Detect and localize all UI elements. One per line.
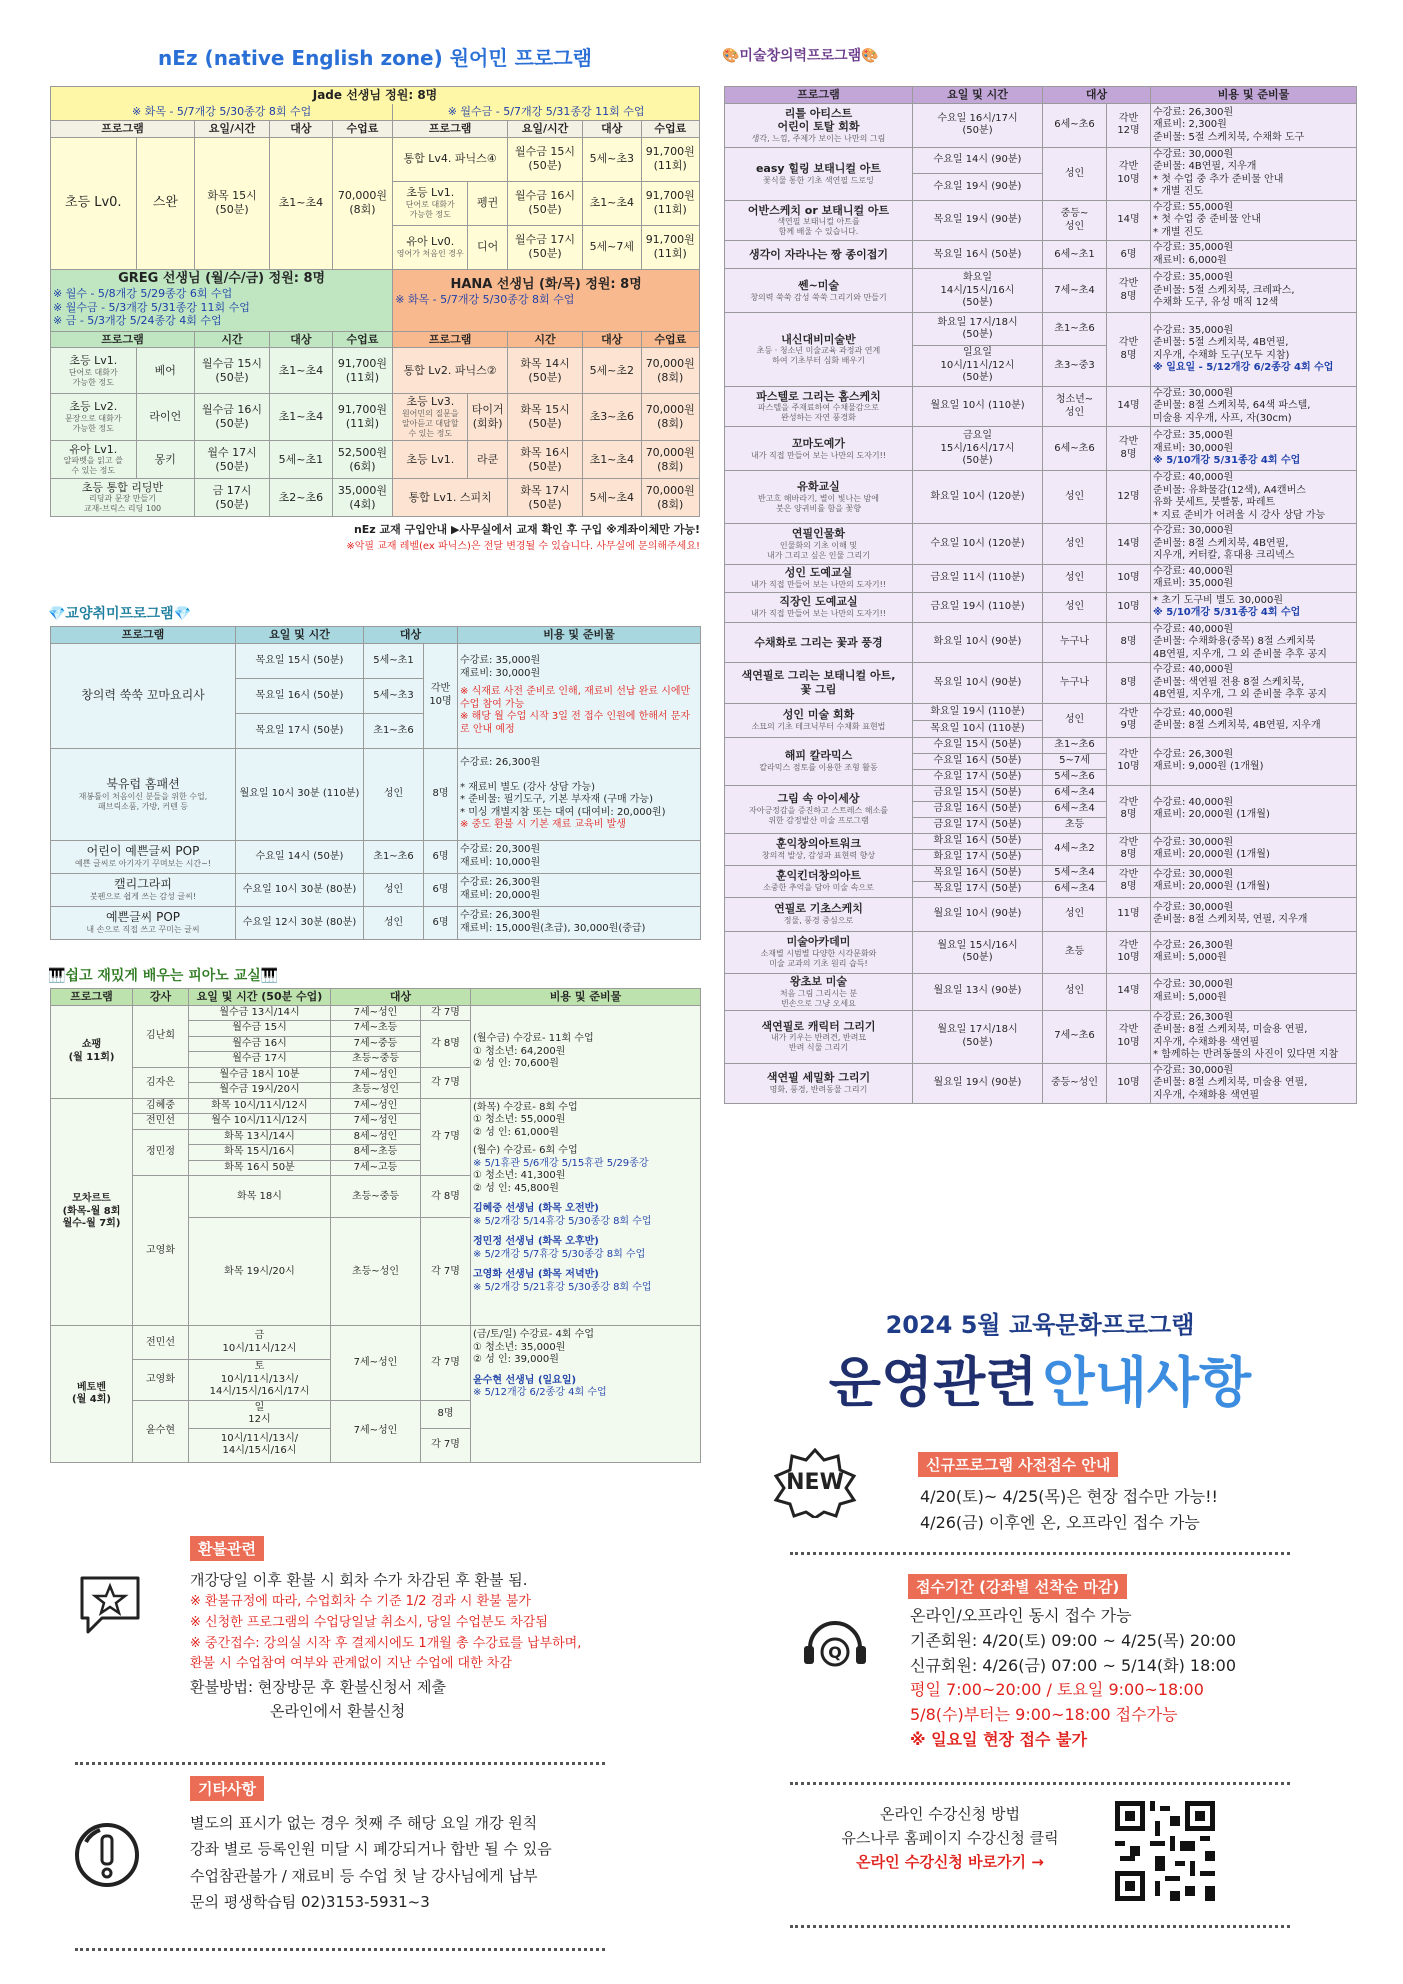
art-cost: 수강료: 26,300원 준비물: 8절 스케치북, 미술용 연필, 지우개, 수채화용 색연필 * 함께하는 반려동물의 사진이 있다면 지참 <box>1151 1010 1357 1063</box>
art-time: 월요일 17시/18시 (50분) <box>913 1010 1043 1063</box>
art-time: 금요일 15시 (50분) <box>913 785 1043 801</box>
art-program-name: 쎈~미술 창의력 쑥쑥 감성 쑥쑥 그리기와 만들기 <box>725 269 913 313</box>
art-row <box>725 622 1357 663</box>
art-time: 수요일 15시 (50분) <box>913 737 1043 753</box>
art-program-name: 훈익창의아트워크 창의적 발상, 감성과 표현력 향상 <box>725 833 913 865</box>
art-program-name: 색연필로 캐릭터 그리기 내가 키우는 반려견, 반려묘 반려 식물 그리기 <box>725 1010 913 1063</box>
art-cost: 수강료: 40,000원 준비물: 색연필 전용 8절 스케치북, 4B연필, 지우개, 그 외 준비물 추후 공지 <box>1151 663 1357 704</box>
qr-code-icon[interactable] <box>1110 1796 1220 1906</box>
art-program-name: 내신대비미술반 초등 · 청소년 미술교육 과정과 연계 하여 기초부터 심화 배우기 <box>725 313 913 387</box>
art-target: 4세~초2 <box>1043 833 1107 865</box>
art-cost: 수강료: 30,000원 재료비: 20,000원 (1개월) <box>1151 865 1357 897</box>
art-cost: 수강료: 35,000원 재료비: 6,000원 <box>1151 241 1357 269</box>
art-program-name: 어반스케치 or 보태니컬 아트 색연필 보태니컬 아트를 함께 배울 수 있습니다. <box>725 200 913 241</box>
art-target: 6세~초1 <box>1043 241 1107 269</box>
art-program-name: 미술아카데미 소재별 시범별 다양한 시각문화와 미술 교과의 기초 원리 습득! <box>725 931 913 973</box>
art-time: 화요일 17시 (50분) <box>913 849 1043 865</box>
art-program-name: 파스텔로 그리는 홈스케치 파스텔을 주재료하여 수채물감으로 완성하는 자연 풍경화 <box>725 386 913 427</box>
art-target: 성인 <box>1043 703 1107 737</box>
art-cost: 수강료: 30,000원 준비물: 4B연필, 지우개 * 첫 수업 중 추가 준비물 안내 * 개별 진도 <box>1151 147 1357 200</box>
art-time: 수요일 16시 (50분) <box>913 753 1043 769</box>
art-program-name: 성인 미술 회화 소묘의 기초 테크닉부터 수채화 표현법 <box>725 703 913 737</box>
art-time: 금요일 17시 (50분) <box>913 817 1043 833</box>
art-capacity: 각반 8명 <box>1107 269 1151 313</box>
art-time: 목요일 16시 (50분) <box>913 865 1043 881</box>
nez-buy-note: ※악필 교재 레벨(ex 파닉스)은 전달 변경될 수 있습니다. 사무실에 문의해주세요! <box>346 541 700 552</box>
art-cost: 수강료: 35,000원 준비물: 5절 스케치북, 크레파스, 수채화 도구, 유성 매직 12색 <box>1151 269 1357 313</box>
art-capacity: 각반 10명 <box>1107 931 1151 973</box>
refund-text: 개강당일 이후 환불 시 회차 수가 차감된 후 환불 됨. ※ 환불규정에 따라, 수업회차 수 기준 1/2 경과 시 환불 불가 ※ 신청한 프로그램의 수업당일날 취소시, 당일 수업분도 차감됨 ※ 중간접수: 강의실 시작 후 결제시에도 1개월 총 수강료를 납부하며, 환불 시 수업참여 여부와 관계없이 지난 수업에 대한 차감 환불방법: 현장방문 후 환불신청서 제출 온라인에서 환불신청 <box>190 1571 582 1721</box>
art-time: 수요일 16시/17시 (50분) <box>913 103 1043 147</box>
art-program-name: 성인 도예교실 내가 직접 만들어 보는 나만의 도자기!! <box>725 564 913 592</box>
nez-buy-info: nEz 교재 구입안내 ▶사무실에서 교재 확인 후 구입 ※계좌이체만 가능! <box>353 523 700 536</box>
art-target: 6세~초4 <box>1043 881 1107 897</box>
art-time: 목요일 17시 (50분) <box>913 881 1043 897</box>
art-program-name: 연필인물화 인물화의 기초 이해 및 내가 그리고 싶은 인물 그리기 <box>725 524 913 565</box>
art-capacity: 6명 <box>1107 241 1151 269</box>
art-time: 월요일 19시 (90분) <box>913 1063 1043 1104</box>
warning-icon <box>72 1820 142 1890</box>
art-target: 성인 <box>1043 471 1107 524</box>
art-capacity: 14명 <box>1107 200 1151 241</box>
art-program-name: 수채화로 그리는 꽃과 풍경 <box>725 622 913 663</box>
art-row <box>725 427 1357 471</box>
nez-table: Jade 선생님 정원: 8명 ※ 화목 - 5/7개강 5/30종강 8회 수업 ※ 월수금 - 5/7개강 5/31종강 11회 수업 프로그램 요일/시간 대상 수업료 프로그램 요일/시간 대상 수업료 초등 Lv0. 스완 화목 15시 (50분) 초1~초4 70,000원 (8회) 통합 Lv4. 파닉스④ 월수금 15시 (50분) 5세~초3 91,700원 (11회) 초등 Lv1. 단어로 대화가 가능한 정도 펭귄 월수금 16시 (50분) 초1~초4 91,700원 (11회) 유아 Lv0. 영어가 처음인 경우 디어 월수금 17시 (50분) 5세~7세 91,700원 (11회) GREG 선생님 (월/수/금) 정원: 8명 ※ 월수 - 5/8개강 5/29종강 6회 수업 ※ 월수금 - 5/3개강 5/31종강 11회 수업 ※ 금 - 5/3개강 5/24종강 4회 수업 HANA 선생님 (화/목) 정원: 8명 ※ 화목 - 5/7개강 5/30종강 8회 수업 프로그램 시간 대상 수업료 프로그램 시간 대상 수업료 초등 Lv1. 단어로 대화가 가능한 정도 베어 월수금 15시 (50분) 초1~초4 91,700원 (11회) 통합 Lv2. 파닉스② 화목 14시 (50분) 5세~초2 70,000원 (8회) 초등 Lv2. 문장으로 대화가 가능한 정도 라이언 월수금 16시 (50분) 초1~초4 91,700원 (11회) 초등 Lv3. 원어민의 질문을 알아듣고 대답할 수 있는 정도 타이거 (회화) 화목 15시 (50분) 초3~초6 70,000원 (8회) 유아 Lv1. 알파벳을 읽고 쓸 수 있는 정도 몽키 월수 17시 (50분) 5세~초1 52,500원 (6회) 초등 Lv1. 라쿤 화목 16시 (50분) 초1~초4 70,000원 (8회) 초등 통합 리딩반 리딩과 문장 만들기 교재-브릭스 리딩 100 금 17시 (50분) 초2~초6 35,000원 (4회) 통합 Lv1. 스피치 화목 17시 (50분) 5세~초4 70,000원 (8회) nEz 교재 구입안내 ▶사무실에서 교재 확인 후 구입 ※계좌이체만 가능! ※악필 교재 레벨(ex 파닉스)은 전달 변경될 수 있습니다. 사무실에 문의해주세요! <box>50 86 700 552</box>
art-target: 6세~초4 <box>1043 785 1107 801</box>
art-cost: 수강료: 30,000원 준비물: 8절 스케치북, 4B연필, 지우개, 커터칼, 휴대용 크리넥스 <box>1151 524 1357 565</box>
art-target: 6세~초6 <box>1043 103 1107 147</box>
art-cost: 수강료: 35,000원 준비물: 5절 스케치북, 4B연필, 지우개, 수채화 도구(모두 지참) ※ 일요일 - 5/12개강 6/2종강 4회 수업 <box>1151 313 1357 387</box>
art-target: 중등~성인 <box>1043 1063 1107 1104</box>
art-row <box>725 973 1357 1010</box>
art-cost: 수강료: 40,000원 재료비: 20,000원 (1개월) <box>1151 785 1357 833</box>
art-capacity: 14명 <box>1107 973 1151 1010</box>
art-row <box>725 386 1357 427</box>
art-time: 화요일 10시 (120분) <box>913 471 1043 524</box>
art-program-name: easy 힐링 보태니컬 아트 꽃식물 통한 기초 색연필 드로잉 <box>725 147 913 200</box>
art-program-name: 유화교실 반고흐 해바라기, 별이 빛나는 밤에 붓은 양귀비를 함을 꽃향 <box>725 471 913 524</box>
art-row <box>725 241 1357 269</box>
online-link[interactable]: 온라인 수강신청 바로가기 → <box>856 1853 1044 1871</box>
art-target: 초등 <box>1043 817 1107 833</box>
art-target: 누구나 <box>1043 622 1107 663</box>
art-program-name: 색연필로 그리는 보태니컬 아트, 꽃 그림 <box>725 663 913 704</box>
svg-text:Q: Q <box>828 1643 842 1662</box>
art-capacity: 11명 <box>1107 897 1151 931</box>
art-program-name: 그림 속 아이세상 자아긍정감을 증진하고 스트레스 해소를 위한 감정발산 미술 프로그램 <box>725 785 913 833</box>
art-row <box>725 592 1357 622</box>
new-program-text: 4/20(토)~ 4/25(목)은 현장 접수만 가능!! 4/26(금) 이후엔 온, 오프라인 접수 가능 <box>920 1487 1218 1533</box>
art-time: 금요일 16시 (50분) <box>913 801 1043 817</box>
art-program-name: 색연필 세밀화 그리기 명화, 풍경, 반려동물 그리기 <box>725 1063 913 1104</box>
notice-heading: 운영관련 안내사항 <box>828 1351 1252 1414</box>
art-target: 성인 <box>1043 564 1107 592</box>
art-target: 성인 <box>1043 897 1107 931</box>
new-program-label: 신규프로그램 사전접수 안내 <box>918 1452 1118 1477</box>
art-time: 월요일 13시 (90분) <box>913 973 1043 1010</box>
art-time: 수요일 10시 (120분) <box>913 524 1043 565</box>
art-row <box>725 471 1357 524</box>
art-capacity: 각반 12명 <box>1107 103 1151 147</box>
art-capacity: 각반 9명 <box>1107 703 1151 737</box>
art-target: 5세~초6 <box>1043 769 1107 785</box>
art-cost: 수강료: 55,000원 * 첫 수업 중 준비물 안내 * 개별 진도 <box>1151 200 1357 241</box>
art-target: 5~7세 <box>1043 753 1107 769</box>
art-cost: 수강료: 30,000원 재료비: 20,000원 (1개월) <box>1151 833 1357 865</box>
art-program-name: 직장인 도예교실 내가 직접 만들어 보는 나만의 도자기!! <box>725 592 913 622</box>
art-capacity: 14명 <box>1107 386 1151 427</box>
art-row <box>725 1010 1357 1063</box>
art-capacity: 각반 8명 <box>1107 313 1151 387</box>
piano-table: 프로그램 강사 요일 및 시간 (50분 수업) 대상 비용 및 준비물 쇼팽 (월 11회) 김난희 월수금 13시/14시 7세~성인 각 7명 (월수금) 수강료- 11회 수업 ① 청소년: 64,200원 ② 성 인: 70,600원 월수금 15시 7세~초등 각 8명 월수금 16시 7세~중등 월수금 17시 초등~중등 김자은 월수금 18시 10분 7세~성인 각 7명 월수금 19시/20시 초등~성인 모차르트 (화목-월 8회 월수-월 7회) 김혜중 화목 10시/11시/12시 7세~성인 각 7명 (화목) 수강료- 8회 수업 ① 청소년: 55,000원 ② 성 인: 61,000원 (월수) 수강료- 6회 수업 ※ 5/1휴관 5/6개강 5/15휴관 5/29종강 ① 청소년: 41,300원 ② 성 인: 45,800원 김혜중 선생님 (화목 오전반) ※ 5/2개강 5/14휴강 5/30종강 8회 수업 정민정 선생님 (화목 오후반) ※ 5/2개강 5/7휴강 5/30종강 8회 수업 고영화 선생님 (화목 저녁반) ※ 5/2개강 5/21휴강 5/30종강 8회 수업 전민선 월수 10시/11시/12시 7세~성인 정민정 화목 13시/14시 8세~성인 화목 15시/16시 8세~초등 화목 16시 50분 7세~고등 고영화 화목 18시 초등~중등 각 8명 화목 19시/20시 초등~성인 각 7명 베토벤 (월 4회) 전민선 금 10시/11시/12시 7세~성인 각 7명 (금/토/일) 수강료- 4회 수업 ① 청소년: 35,000원 ② 성 인: 39,000원 윤수현 선생님 (일요일) ※ 5/12개강 6/2종강 4회 수업 고영화 토 10시/11시/13시/ 14시/15시/16시/17시 윤수현 일 12시 7세~성인 8명 10시/11시/13시/ 14시/15시/16시 각 7명 <box>50 988 700 1463</box>
art-program-name: 리틀 아티스트 어린이 토탈 회화 생각, 느낌, 주제가 보이는 나만의 그림 <box>725 103 913 147</box>
art-target: 성인 <box>1043 147 1107 200</box>
online-text: 온라인 수강신청 방법 유스나루 홈페이지 수강신청 클릭 온라인 수강신청 바로가기 → <box>820 1802 1080 1874</box>
art-time: 월요일 10시 (90분) <box>913 897 1043 931</box>
art-row <box>725 524 1357 565</box>
art-cost: 수강료: 30,000원 재료비: 5,000원 <box>1151 973 1357 1010</box>
art-time: 화요일 10시 (90분) <box>913 622 1043 663</box>
art-time: 목요일 19시 (90분) <box>913 200 1043 241</box>
art-cost: 수강료: 26,300원 재료비: 9,000원 (1개월) <box>1151 737 1357 785</box>
art-row <box>725 200 1357 241</box>
art-capacity: 각반 10명 <box>1107 1010 1151 1063</box>
headset-icon <box>800 1610 870 1680</box>
notice-year-title: 2024 5월 교육문화프로그램 <box>885 1311 1195 1339</box>
art-cost: 수강료: 30,000원 준비물: 8절 스케치북, 연필, 지우개 <box>1151 897 1357 931</box>
art-row <box>725 269 1357 313</box>
art-program-name: 훈익킨더창의아트 소중한 추억을 담아 미술 속으로 <box>725 865 913 897</box>
art-row <box>725 785 1357 801</box>
refund-label: 환불관련 <box>190 1536 264 1561</box>
art-row <box>725 103 1357 147</box>
art-capacity: 10명 <box>1107 1063 1151 1104</box>
art-capacity: 각반 8명 <box>1107 427 1151 471</box>
art-table: 프로그램 요일 및 시간 대상 비용 및 준비물 리틀 아티스트 어린이 토탈 회화 생각, 느낌, 주제가 보이는 나만의 그림 수요일 16시/17시 (50분) 6세~초6 각반 12명 수강료: 26,300원 재료비: 2,300원 준비물: 5절 스케치북, 수채화 도구 easy 힐링 보태니컬 아트 꽃식물 통한 기초 색연필 드로잉 수요일 14시 (90분) 성인 각반 10명 수강료: 30,000원 준비물: 4B연필, 지우개 * 첫 수업 중 추가 준비물 안내 * 개별 진도 수요일 19시 (90분) 어반스케치 or 보태니컬 아트 색연필 보태니컬 아트를 함께 배울 수 있습니다. 목요일 19시 (90분) 중등~ 성인 14명 수강료: 55,000원 * 첫 수업 중 준비물 안내 * 개별 진도 생각이 자라나는 짱 종이접기 목요일 16시 (50분) 6세~초1 6명 수강료: 35,000원 재료비: 6,000원 쎈~미술 창의력 쑥쑥 감성 쑥쑥 그리기와 만들기 화요일 14시/15시/16시 (50분) 7세~초4 각반 8명 수강료: 35,000원 준비물: 5절 스케치북, 크레파스, 수채화 도구, 유성 매직 12색 내신대비미술반 초등 · 청소년 미술교육 과정과 연계 하여 기초부터 심화 배우기 화요일 17시/18시 (50분) 초1~초6 각반 8명 수강료: 35,000원 준비물: 5절 스케치북, 4B연필, 지우개, 수채화 도구(모두 지참) ※ 일요일 - 5/12개강 6/2종강 4회 수업 일요일 10시/11시/12시 (50분) 초3~중3 파스텔로 그리는 홈스케치 파스텔을 주재료하여 수채물감으로 완성하는 자연 풍경화 월요일 10시 (110분) 청소년~ 성인 14명 수강료: 30,000원 준비물: 8절 스케치북, 64색 파스텔, 미술용 지우개, 사프, 자(30cm) 꼬마도예가 내가 직접 만들어 보는 나만의 도자기!! 금요일 15시/16시/17시 (50분) 6세~초6 각반 8명 수강료: 35,000원 재료비: 30,000원 ※ 5/10개강 5/31종강 4회 수업 유화교실 반고흐 해바라기, 별이 빛나는 밤에 붓은 양귀비를 함을 꽃향 화요일 10시 (120분) 성인 12명 수강료: 40,000원 준비물: 유화물감(12색), A4캔버스 유화 붓세트, 붓빨통, 파레트 * 지료 준비가 어려울 시 강사 상담 가능 연필인물화 인물화의 기초 이해 및 내가 그리고 싶은 인물 그리기 수요일 10시 (120분) 성인 14명 수강료: 30,000원 준비물: 8절 스케치북, 4B연필, 지우개, 커터칼, 휴대용 크리넥스 성인 도예교실 내가 직접 만들어 보는 나만의 도자기!! 금요일 11시 (110분) 성인 10명 수강료: 40,000원 재료비: 35,000원 직장인 도예교실 내가 직접 만들어 보는 나만의 도자기!! 금요일 19시 (110분) 성인 10명 * 초기 도구비 별도 30,000원 ※ 5/10개강 5/31종강 4회 수업 수채화로 그리는 꽃과 풍경 화요일 10시 (90분) 누구나 8명 수강료: 40,000원 준비물: 수채화용(중목) 8절 스케치북 4B연필, 지우개, 그 외 준비물 추후 공지 색연필로 그리는 보태니컬 아트, 꽃 그림 목요일 10시 (90분) 누구나 8명 수강료: 40,000원 준비물: 색연필 전용 8절 스케치북, 4B연필, 지우개, 그 외 준비물 추후 공지 성인 미술 회화 소묘의 기초 테크닉부터 수채화 표현법 화요일 19시 (110분) 성인 각반 9명 수강료: 40,000원 준비물: 8절 스케치북, 4B연필, 지우개 목요일 10시 (110분) 해피 칼라믹스 칼라믹스 점토를 이용한 조형 활동 수요일 15시 (50분) 초1~초6 각반 10명 수강료: 26,300원 재료비: 9,000원 (1개월) 수요일 16시 (50분) 5~7세 수요일 17시 (50분) 5세~초6 그림 속 아이세상 자아긍정감을 증진하고 스트레스 해소를 위한 감정발산 미술 프로그램 금요일 15시 (50분) 6세~초4 각반 8명 수강료: 40,000원 재료비: 20,000원 (1개월) 금요일 16시 (50분) 6세~초4 금요일 17시 (50분) 초등 훈익창의아트워크 창의적 발상, 감성과 표현력 향상 화요일 16시 (50분) 4세~초2 각반 8명 수강료: 30,000원 재료비: 20,000원 (1개월) 화요일 17시 (50분) 훈익킨더창의아트 소중한 추억을 담아 미술 속으로 목요일 16시 (50분) 5세~초4 각반 8명 수강료: 30,000원 재료비: 20,000원 (1개월) 목요일 17시 (50분) 6세~초4 연필로 기초스케치 정물, 풍경 중심으로 월요일 10시 (90분) 성인 11명 수강료: 30,000원 준비물: 8절 스케치북, 연필, 지우개 미술아카데미 소재별 시범별 다양한 시각문화와 미술 교과의 기초 원리 습득! 월요일 15시/16시 (50분) 초등 각반 10명 수강료: 26,300원 재료비: 5,000원 왕초보 미술 처음 그림 그리시는 분 빈손으로 그냥 오세요 월요일 13시 (90분) 성인 14명 수강료: 30,000원 재료비: 5,000원 색연필로 캐릭터 그리기 내가 키우는 반려견, 반려묘 반려 식물 그리기 월요일 17시/18시 (50분) 7세~초6 각반 10명 수강료: 26,300원 준비물: 8절 스케치북, 미술용 연필, 지우개, 수채화용 색연필 * 함께하는 반려동물의 사진이 있다면 지참 색연필 세밀화 그리기 명화, 풍경, 반려동물 그리기 월요일 19시 (90분) 중등~성인 10명 수강료: 30,000원 준비물: 8절 스케치북, 미술용 연필, 지우개, 수채화용 색연필 <box>724 86 1356 1104</box>
art-capacity: 각반 10명 <box>1107 737 1151 785</box>
art-target: 성인 <box>1043 973 1107 1010</box>
art-row <box>725 865 1357 881</box>
art-time: 수요일 19시 (90분) <box>913 174 1043 201</box>
nez-title: nEz (native English zone) 원어민 프로그램 <box>158 46 592 70</box>
art-time: 수요일 17시 (50분) <box>913 769 1043 785</box>
art-target: 초3~중3 <box>1043 346 1107 387</box>
art-cost: 수강료: 30,000원 준비물: 8절 스케치북, 미술용 연필, 지우개, 수채화용 색연필 <box>1151 1063 1357 1104</box>
art-program-name: 해피 칼라믹스 칼라믹스 점토를 이용한 조형 활동 <box>725 737 913 785</box>
art-row <box>725 703 1357 720</box>
etc-text: 별도의 표시가 없는 경우 첫째 주 해당 요일 개강 원칙 강좌 별로 등록인원 미달 시 폐강되거나 합반 될 수 있음 수업참관불가 / 재료비 등 수업 첫 날 강사님에게 납부 문의 평생학습팀 02)3153-5931~3 <box>190 1814 552 1911</box>
art-target: 7세~초4 <box>1043 269 1107 313</box>
art-row <box>725 663 1357 704</box>
art-time: 화요일 14시/15시/16시 (50분) <box>913 269 1043 313</box>
etc-label: 기타사항 <box>190 1776 264 1801</box>
art-cost: * 초기 도구비 별도 30,000원 ※ 5/10개강 5/31종강 4회 수업 <box>1151 592 1357 622</box>
art-row <box>725 313 1357 346</box>
art-time: 화요일 16시 (50분) <box>913 833 1043 849</box>
art-capacity: 12명 <box>1107 471 1151 524</box>
art-cost: 수강료: 35,000원 재료비: 30,000원 ※ 5/10개강 5/31종강 4회 수업 <box>1151 427 1357 471</box>
art-capacity: 14명 <box>1107 524 1151 565</box>
art-time: 목요일 10시 (110분) <box>913 720 1043 737</box>
art-time: 금요일 15시/16시/17시 (50분) <box>913 427 1043 471</box>
art-capacity: 10명 <box>1107 564 1151 592</box>
art-title: 🎨미술창의력프로그램🎨 <box>722 48 879 64</box>
period-text: 온라인/오프라인 동시 접수 가능 기존회원: 4/20(토) 09:00 ~ 4/25(목) 20:00 신규회원: 4/26(금) 07:00 ~ 5/14(화) 18:00 평일 7:00~20:00 / 토요일 9:00~18:00 5/8(수)부터는 9:00~18:00 접수가능 ※ 일요일 현장 접수 불가 <box>910 1606 1237 1749</box>
piano-title: 🎹쉽고 재밌게 배우는 피아노 교실🎹 <box>48 968 279 984</box>
period-label: 접수기간 (강좌별 선착순 마감) <box>908 1574 1127 1599</box>
art-capacity: 8명 <box>1107 663 1151 704</box>
art-time: 목요일 16시 (50분) <box>913 241 1043 269</box>
culture-title: 💎교양취미프로그램💎 <box>48 606 192 622</box>
art-target: 초1~초6 <box>1043 737 1107 753</box>
art-cost: 수강료: 40,000원 준비물: 유화물감(12색), A4캔버스 유화 붓세트, 붓빨통, 파레트 * 지료 준비가 어려울 시 강사 상담 가능 <box>1151 471 1357 524</box>
art-target: 중등~ 성인 <box>1043 200 1107 241</box>
art-time: 화요일 19시 (110분) <box>913 703 1043 720</box>
art-row <box>725 931 1357 973</box>
art-target: 누구나 <box>1043 663 1107 704</box>
art-row <box>725 737 1357 753</box>
art-time: 월요일 10시 (110분) <box>913 386 1043 427</box>
art-target: 6세~초6 <box>1043 427 1107 471</box>
art-cost: 수강료: 30,000원 준비물: 8절 스케치북, 64색 파스텔, 미술용 지우개, 사프, 자(30cm) <box>1151 386 1357 427</box>
art-capacity: 각반 8명 <box>1107 865 1151 897</box>
art-program-name: 연필로 기초스케치 정물, 풍경 중심으로 <box>725 897 913 931</box>
art-capacity: 각반 8명 <box>1107 833 1151 865</box>
art-target: 청소년~ 성인 <box>1043 386 1107 427</box>
art-time: 금요일 11시 (110분) <box>913 564 1043 592</box>
art-target: 7세~초6 <box>1043 1010 1107 1063</box>
art-row <box>725 897 1357 931</box>
art-capacity: 각반 10명 <box>1107 147 1151 200</box>
art-time: 일요일 10시/11시/12시 (50분) <box>913 346 1043 387</box>
art-target: 초등 <box>1043 931 1107 973</box>
art-target: 5세~초4 <box>1043 865 1107 881</box>
star-chat-icon <box>72 1572 148 1642</box>
art-cost: 수강료: 26,300원 재료비: 2,300원 준비물: 5절 스케치북, 수채화 도구 <box>1151 103 1357 147</box>
art-time: 월요일 15시/16시 (50분) <box>913 931 1043 973</box>
art-program-name: 꼬마도예가 내가 직접 만들어 보는 나만의 도자기!! <box>725 427 913 471</box>
art-row <box>725 833 1357 849</box>
art-cost: 수강료: 40,000원 재료비: 35,000원 <box>1151 564 1357 592</box>
art-capacity: 8명 <box>1107 622 1151 663</box>
art-row <box>725 1063 1357 1104</box>
art-target: 6세~초4 <box>1043 801 1107 817</box>
art-time: 금요일 19시 (110분) <box>913 592 1043 622</box>
art-program-name: 왕초보 미술 처음 그림 그리시는 분 빈손으로 그냥 오세요 <box>725 973 913 1010</box>
art-capacity: 각반 8명 <box>1107 785 1151 833</box>
art-cost: 수강료: 40,000원 준비물: 8절 스케치북, 4B연필, 지우개 <box>1151 703 1357 737</box>
art-time: 목요일 10시 (90분) <box>913 663 1043 704</box>
art-row <box>725 147 1357 174</box>
art-target: 초1~초6 <box>1043 313 1107 346</box>
art-cost: 수강료: 40,000원 준비물: 수채화용(중목) 8절 스케치북 4B연필, 지우개, 그 외 준비물 추후 공지 <box>1151 622 1357 663</box>
art-target: 성인 <box>1043 524 1107 565</box>
new-icon: NEW <box>770 1448 860 1518</box>
art-capacity: 10명 <box>1107 592 1151 622</box>
art-time: 화요일 17시/18시 (50분) <box>913 313 1043 346</box>
culture-table: 프로그램 요일 및 시간 대상 비용 및 준비물 창의력 쑥쑥 꼬마요리사 목요일 15시 (50분) 5세~초1 각반 10명 수강료: 35,000원 재료비: 30,000원 ※ 식재료 사전 준비로 인해, 재료비 선납 완료 시에만 수업 참여 가능 ※ 해당 월 수업 시작 3일 전 접수 인원에 한해서 문자로 안내 예정 목요일 16시 (50분) 5세~초3 목요일 17시 (50분) 초1~초6 북유럽 홈패션 재봉틀이 처음이신 분들을 위한 수업, 패브릭소품, 가방, 커텐 등 월요일 10시 30분 (110분) 성인 8명 수강료: 26,300원 * 재료비 별도 (강사 상담 가능) * 준비물: 필기도구, 기본 부자재 (구매 가능) * 미싱 개별지참 또는 대여 (대여비: 20,000원) ※ 중도 환불 시 기본 재료 교육비 발생 어린이 예쁜글씨 POP 예쁜 글씨로 아기자기 꾸며보는 시간~! 수요일 14시 (50분) 초1~초6 6명 수강료: 20,300원 재료비: 10,000원 캘리그라피 붓펜으로 쉽게 쓰는 감성 글씨! 수요일 10시 30분 (80분) 성인 6명 수강료: 26,300원 재료비: 20,000원 예쁜글씨 POP 내 손으로 직접 쓰고 꾸미는 글씨 수요일 12시 30분 (80분) 성인 6명 수강료: 26,300원 재료비: 15,000원(초급), 30,000원(중급) <box>50 626 700 940</box>
art-cost: 수강료: 26,300원 재료비: 5,000원 <box>1151 931 1357 973</box>
art-program-name: 생각이 자라나는 짱 종이접기 <box>725 241 913 269</box>
art-row <box>725 564 1357 592</box>
art-target: 성인 <box>1043 592 1107 622</box>
art-time: 수요일 14시 (90분) <box>913 147 1043 174</box>
